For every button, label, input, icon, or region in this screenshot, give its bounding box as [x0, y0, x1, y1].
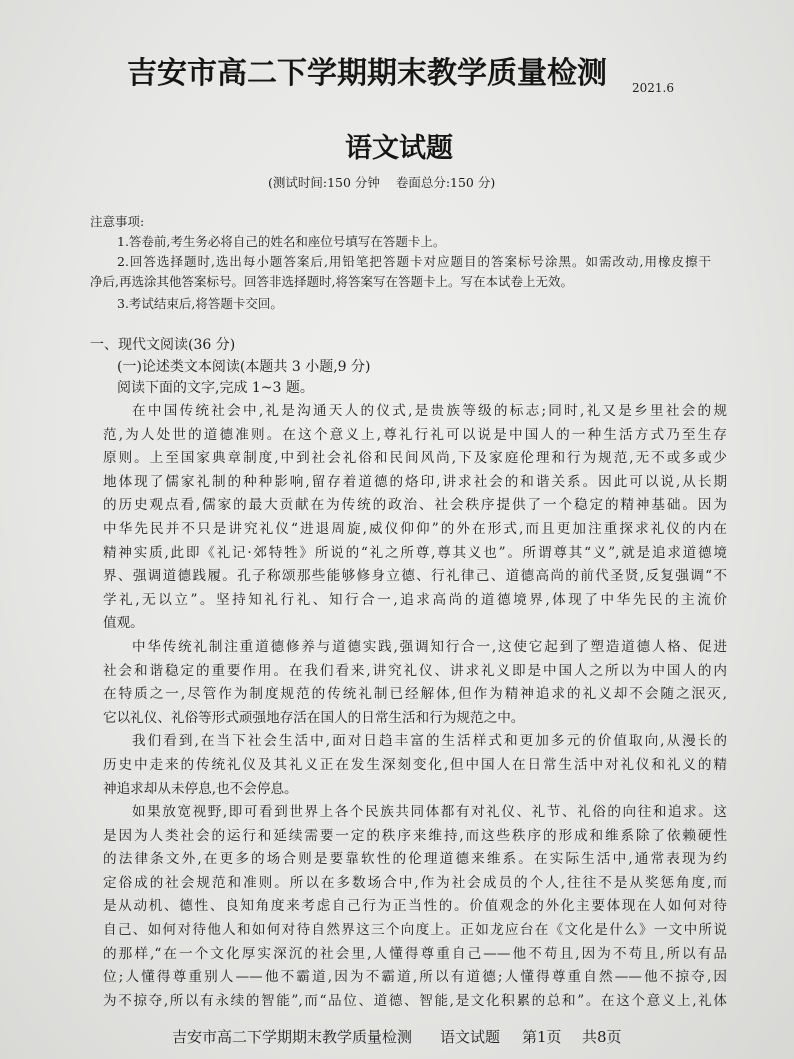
notes-item: 1.答卷前,考生务必将自己的姓名和座位号填写在答题卡上。: [117, 234, 446, 249]
passage-line: 的那样,“在一个文化厚实深沉的社会里,人懂得尊重自己——他不苟且,因为不苟且,所以有品: [103, 945, 727, 962]
passage-line: 社会和谐稳定的重要作用。在我们看来,讲究礼仪、讲求礼义即是中国人之所以为中国人的内: [103, 662, 727, 679]
passage-line: 的法律条文外,在更多的场合则是要靠软性的伦理道德来维系。在实际生活中,通常表现为约: [103, 851, 727, 868]
passage-line: 范,为人处世的道德准则。在这个意义上,尊礼行礼可以说是中国人的一种生活方式乃至生存: [103, 426, 727, 443]
passage-line: 自己、如何对待他人和如何对待自然界这三个向度上。正如龙应台在《文化是什么》一文中所说: [103, 922, 727, 939]
passage-line: 地体现了儒家礼制的种种影响,留存着道德的烙印,讲求社会的和谐关系。因此可以说,从长期: [103, 473, 727, 490]
footer-title: 吉安市高二下学期期末教学质量检测: [172, 1028, 413, 1046]
passage-line: 精神实质,此即《礼记·郊特牲》所说的“礼之所尊,尊其义也”。所谓尊其“义”,就是追求道德境: [103, 544, 727, 561]
passage-line: 在中国传统社会中,礼是沟通天人的仪式,是贵族等级的标志;同时,礼又是乡里社会的规: [132, 403, 727, 419]
passage-line: 界、强调道德践履。孔子称颂那些能够修身立德、行礼律己、道德高尚的前代圣贤,反复强调“不: [103, 568, 727, 585]
footer-total-pages: 共8页: [582, 1028, 622, 1046]
reading-instruction: 阅读下面的文字,完成 1~3 题。: [117, 380, 314, 396]
passage-line: 它以礼仪、礼俗等形式顽强地存活在国人的日常生活和行为规范之中。: [103, 709, 525, 726]
passage-line: 中华先民并不只是讲究礼仪“进退周旋,威仪仰仰”的外在形式,而且更加注重探求礼仪的内在: [103, 520, 727, 537]
passage-line: 在特质之一,尽管作为制度规范的传统礼制已经解体,但作为精神追求的礼义却不会随之泯灭,: [103, 686, 727, 703]
passage-line: 历史中走来的传统礼仪及其礼义正在发生深刻变化,但中国人在日常生活中对礼仪和礼义的精: [103, 756, 727, 773]
passage-line: 我们看到,在当下社会生活中,面对日趋丰富的生活样式和更加多元的价值取向,从漫长的: [132, 733, 727, 750]
notes-item: 2.回答选择题时,选出每小题答案后,用铅笔把答题卡对应题目的答案标号涂黑。如需改动,用橡皮擦干: [117, 254, 711, 269]
passage-paragraph: [103, 400, 727, 636]
passage-paragraph: [103, 636, 727, 730]
footer-subject: 语文试题: [440, 1028, 501, 1046]
passage-line: 为不掠夺,所以有永续的智能”,而“品位、道德、智能,是文化积累的总和”。在这个意义上,礼体: [103, 992, 727, 1009]
passage-line: 学礼,无以立”。坚持知礼行礼、知行合一,追求高尚的道德境界,体现了中华先民的主流价: [103, 591, 727, 608]
exam-info: (测试时间:150 分钟 卷面总分:150 分): [268, 175, 496, 190]
notes-heading: 注意事项:: [90, 214, 145, 229]
passage-line: 中华传统礼制注重道德修养与道德实践,强调知行合一,这使它起到了塑造道德人格、促进: [132, 638, 727, 655]
passage-paragraph: [103, 801, 727, 1013]
passage-line: 神追求却从未停息,也不会停息。: [103, 780, 298, 797]
exam-date: 2021.6: [632, 81, 674, 95]
passage-line: 如果放宽视野,即可看到世界上各个民族共同体都有对礼仪、礼节、礼俗的向往和追求。这: [132, 804, 727, 821]
notes-item-continuation: 净后,再选涂其他答案标号。回答非选择题时,将答案写在答题卡上。写在本试卷上无效。: [90, 274, 573, 289]
section-heading: 一、现代文阅读(36 分): [90, 337, 236, 353]
passage-line: 原则。上至国家典章制度,中到社会礼俗和民间风尚,下及家庭伦理和行为规范,无不或多或少: [103, 450, 727, 467]
footer-page-number: 第1页: [522, 1028, 562, 1046]
exam-title: 吉安市高二下学期期末教学质量检测: [127, 56, 607, 91]
reading-passage: [103, 400, 727, 1013]
passage-line: 值观。: [103, 615, 144, 632]
subject-title: 语文试题: [345, 133, 453, 164]
passage-line: 定俗成的社会规范和准则。所以在多数场合中,作为社会成员的个人,往往不是从奖惩角度,而: [103, 874, 727, 891]
subsection-heading: (一)论述类文本阅读(本题共 3 小题,9 分): [117, 359, 371, 375]
passage-paragraph: [103, 730, 727, 801]
passage-line: 是从动机、德性、良知角度来考虑自己行为正当性的。价值观念的外化主要体现在人如何对待: [103, 898, 727, 915]
passage-line: 的历史观点看,儒家的最大贡献在为传统的政治、社会秩序提供了一个稳定的精神基础。因为: [103, 497, 727, 514]
passage-line: 位;人懂得尊重别人——他不霸道,因为不霸道,所以有道德;人懂得尊重自然——他不掠夺,因: [103, 969, 727, 986]
passage-line: 是因为人类社会的运行和延续需要一定的秩序来维持,而这些秩序的形成和维系除了依赖硬性: [103, 827, 727, 844]
notes-item: 3.考试结束后,将答题卡交回。: [117, 296, 283, 311]
